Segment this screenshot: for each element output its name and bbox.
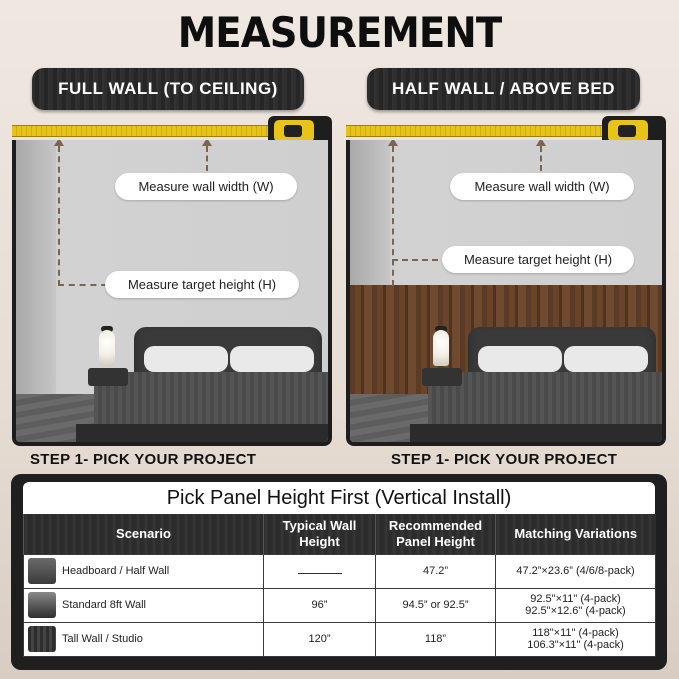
typical-cell: 120” (264, 622, 376, 656)
panel-height-table-card (11, 474, 667, 670)
headboard-thumbnail (28, 558, 56, 584)
measure-height-label: Measure target height (H) (442, 246, 634, 273)
bed-blanket (94, 372, 332, 424)
pillow (564, 346, 648, 372)
pillow (478, 346, 562, 372)
tape-measure-blade-left (12, 125, 274, 137)
header-recommended-panel-height: Recommended Panel Height (376, 514, 496, 554)
bed-blanket (428, 372, 666, 424)
scenario-cell: Headboard / Half Wall (62, 564, 170, 577)
header-typical-wall-height: Typical Wall Height (264, 514, 376, 554)
pillow (144, 346, 228, 372)
height-guide-connector (392, 259, 448, 261)
variation-line: 47.2”×23.6” (4/6/8-pack) (516, 565, 635, 577)
variation-line: 106.3"×11" (4-pack) (527, 639, 624, 651)
lamp-icon (433, 330, 449, 366)
page-title: MEASUREMENT (177, 8, 502, 57)
standard-wall-thumbnail (28, 592, 56, 618)
nightstand (422, 368, 462, 386)
variation-line: 118"×11" (4-pack) (532, 627, 619, 639)
recommended-cell: 94.5” or 92.5” (376, 588, 496, 622)
scenario-cell: Tall Wall / Studio (62, 632, 143, 645)
arrow-up-icon (388, 140, 398, 146)
height-guide-line (58, 146, 60, 286)
header-matching-variations: Matching Variations (496, 514, 656, 554)
arrow-up-icon (54, 140, 64, 146)
typical-height-blank (298, 566, 342, 574)
recommended-cell: 118” (376, 622, 496, 656)
half-wall-header: HALF WALL / ABOVE BED (367, 68, 640, 110)
typical-cell: 96” (264, 588, 376, 622)
recommended-cell: 47.2” (376, 554, 496, 588)
bed-frame (76, 424, 332, 446)
tall-wall-thumbnail (28, 626, 56, 652)
lamp-icon (99, 330, 115, 366)
panel-height-table (23, 514, 656, 657)
table-row (24, 622, 656, 656)
tape-measure-blade-right (346, 125, 608, 137)
step-caption-left: STEP 1- PICK YOUR PROJECT (30, 451, 257, 468)
measure-width-label: Measure wall width (W) (450, 173, 634, 200)
variation-line: 92.5"×12.6" (4-pack) (525, 605, 626, 617)
pillow (230, 346, 314, 372)
scenario-cell: Standard 8ft Wall (62, 598, 146, 611)
height-guide-line (392, 146, 394, 286)
arrow-up-icon (202, 140, 212, 146)
measure-height-label: Measure target height (H) (105, 271, 299, 298)
table-title: Pick Panel Height First (Vertical Install) (23, 482, 655, 514)
step-caption-right: STEP 1- PICK YOUR PROJECT (391, 451, 618, 468)
full-wall-header: FULL WALL (TO CEILING) (32, 68, 304, 110)
arrow-up-icon (536, 140, 546, 146)
header-scenario: Scenario (24, 514, 264, 554)
table-row (24, 588, 656, 622)
nightstand (88, 368, 128, 386)
measure-width-label: Measure wall width (W) (115, 173, 297, 200)
table-row (24, 554, 656, 588)
variation-line: 92.5"×11" (4-pack) (530, 593, 621, 605)
bed-frame (410, 424, 666, 446)
